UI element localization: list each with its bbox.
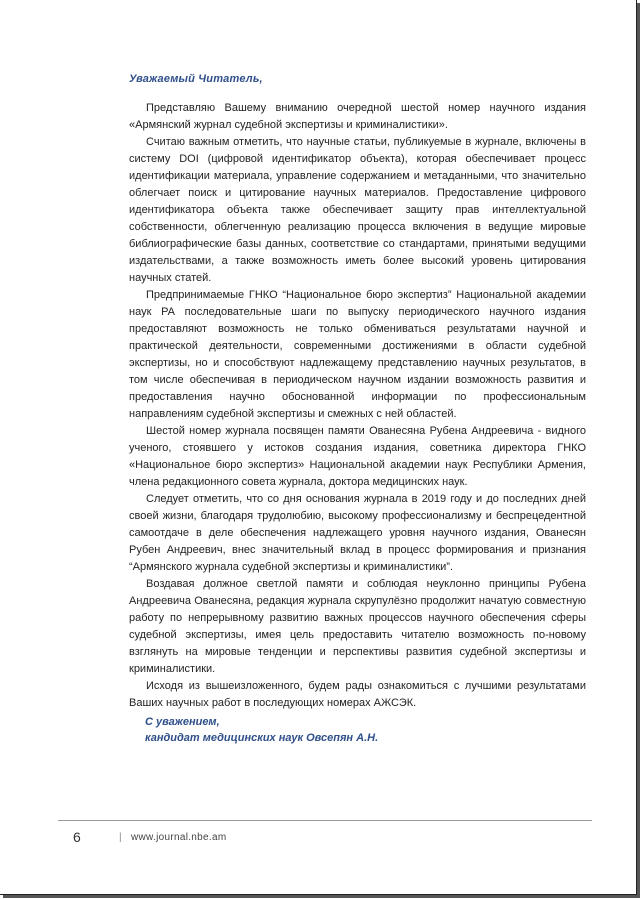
- journal-url-link[interactable]: www.journal.nbe.am: [131, 832, 227, 843]
- letter-body: [129, 100, 586, 712]
- signoff-closing: С уважением,: [145, 716, 220, 728]
- paragraph-6: Воздавая должное светлой памяти и соблюдая неуклонно принципы Рубена Андреевича Ованесяна, редакция журнала скрупулёзно продолжит начатую совместную работу по непрерывному развитию важных процессов научного обеспечения сферы судебной экспертизы, имея цель предоставить читателю возможность по-новому взглянуть на мировые тенденции и перспективы развития судебной экспертизы и криминалистики.: [129, 578, 586, 675]
- signoff-author: кандидат медицинских наук Овсепян А.Н.: [145, 732, 379, 744]
- paragraph-4: Шестой номер журнала посвящен памяти Ованесяна Рубена Андреевича - видного ученого, стоявшего у истоков создания издания, советника директора ГНКО «Национальное бюро экспертиз» Национальной академии наук Республики Армения, члена редакционного совета журнала, доктора медицинских наук.: [129, 425, 586, 488]
- paragraph-1: Представляю Вашему вниманию очередной шестой номер научного издания «Армянский журнал судебной экспертизы и криминалистики».: [129, 102, 586, 131]
- page-number: 6: [73, 829, 81, 845]
- signoff: [145, 714, 378, 746]
- footer-divider: [58, 820, 592, 821]
- paragraph-5: Следует отметить, что со дня основания журнала в 2019 году и до последних дней своей жизни, благодаря трудолюбию, высокому профессионализму и беспрецедентной самоотдаче в деле обеспечения надлежащего уровня научного издания, Ованесян Рубен Андреевич, внес значительный вклад в процесс формирования и признания “Армянского журнала судебной экспертизы и криминалистики”.: [129, 493, 586, 573]
- paragraph-2: Считаю важным отметить, что научные статьи, публикуемые в журнале, включены в систему DOI (цифровой идентификатор объекта), которая обеспечивает процесс идентификации материала, управление содержанием и метаданными, что значительно облегчает поиск и цитирование научных материалов. Предоставление цифрового идентификатора объекта также обеспечивает защиту прав интеллектуальной собственности, облегченную реализацию процесса включения в ведущие мировые библиографические базы данных, соответствие со стандартами, принятыми ведущими издательствами, а также возможность иметь более высокий уровень цитирования научных статей.: [129, 136, 586, 284]
- paragraph-3: Предпринимаемые ГНКО “Национальное бюро экспертиз” Национальной академии наук РА последовательные шаги по выпуску периодического научного издания предоставляют возможность не только обмениваться результатами научной и практической деятельности, современными достижениями в области судебной экспертизы, но и способствуют надлежащему представлению научных результатов, в том числе обеспечивая в периодическом научном издании возможность развития и предоставления научно обоснованной информации по профессиональным направлениям судебной экспертизы и смежных с ней областей.: [129, 289, 586, 420]
- footer-separator: |: [119, 832, 122, 843]
- paragraph-7: Исходя из вышеизложенного, будем рады ознакомиться с лучшими результатами Ваших научных работ в последующих номерах АЖСЭК.: [129, 680, 586, 709]
- salutation: Уважаемый Читатель,: [129, 73, 263, 85]
